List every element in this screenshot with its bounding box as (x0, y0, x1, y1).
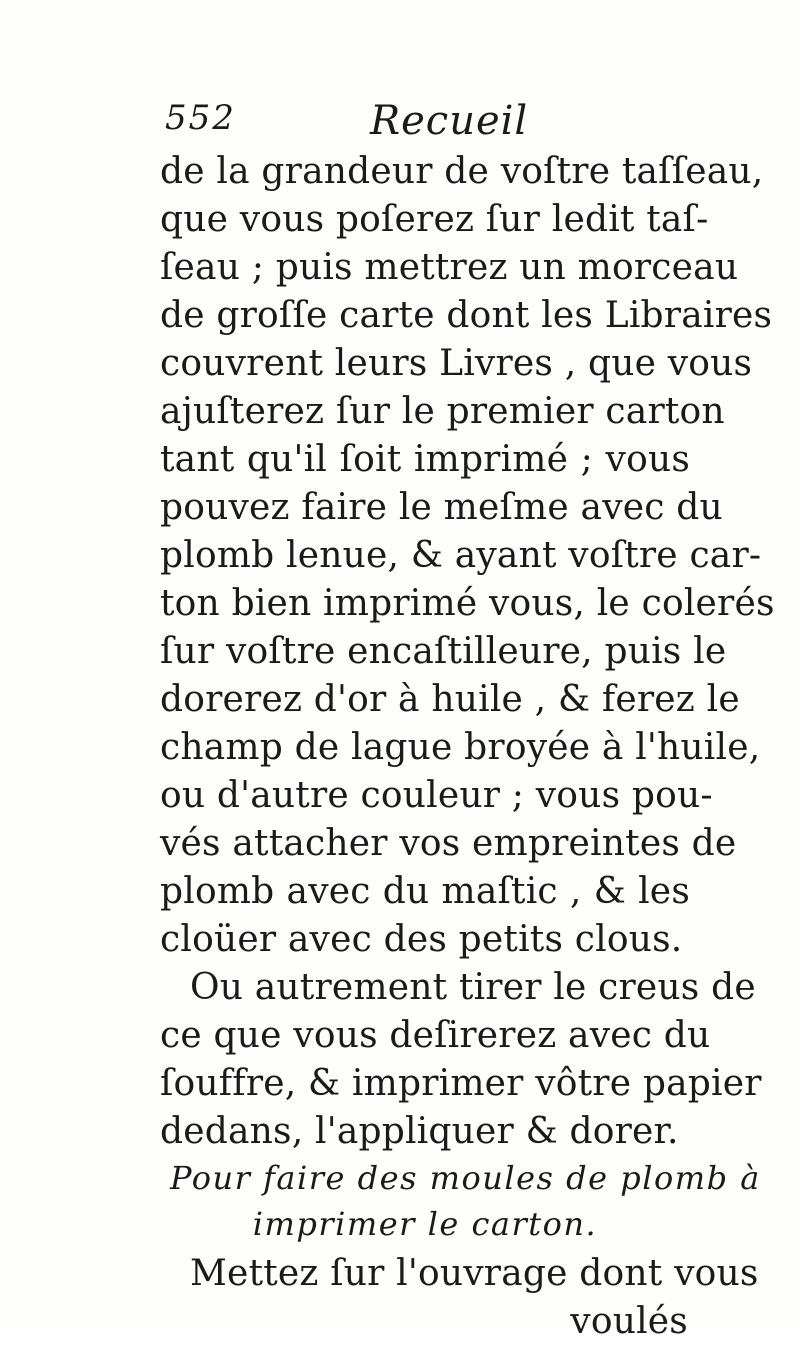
text-line: dedans, l'appliquer & dorer. (160, 1111, 679, 1152)
text-line: champ de lague broyée à l'huile, (160, 727, 761, 768)
text-line: Ou autrement tirer le creus de (190, 967, 756, 1008)
text-line: ſeau ; puis mettrez un morceau (160, 247, 739, 288)
text-line: tant qu'il ſoit imprimé ; vous (160, 439, 690, 480)
text-line: ſur voſtre encaſtilleure, puis le (160, 631, 727, 672)
text-line: cloüer avec des petits clous. (160, 919, 683, 960)
text-line: ſouffre, & imprimer vôtre papier (160, 1063, 762, 1104)
text-line: de la grandeur de voſtre taſſeau, (160, 151, 764, 192)
text-line: ce que vous deſirerez avec du (160, 1015, 711, 1056)
text-line: plomb lenue, & ayant voſtre car- (160, 535, 762, 576)
section-heading: imprimer le carton. (252, 1205, 598, 1243)
text-line: que vous poſerez ſur ledit taſ- (160, 199, 709, 240)
text-line: Mettez ſur l'ouvrage dont vous (190, 1253, 759, 1294)
running-head (165, 98, 685, 154)
text-line: ou d'autre couleur ; vous pou- (160, 775, 713, 816)
text-line: plomb avec du maſtic , & les (160, 871, 690, 912)
section-heading: Pour faire des moules de plomb à (170, 1159, 761, 1197)
catchword: voulés (570, 1301, 688, 1342)
text-line: ton bien imprimé vous, le colerés (160, 583, 775, 624)
text-line: pouvez faire le meſme avec du (160, 487, 723, 528)
text-line: dorerez d'or à huile , & ferez le (160, 679, 740, 720)
body-text (160, 148, 775, 1346)
running-title: Recueil (370, 98, 529, 144)
page-number: 552 (165, 98, 236, 138)
text-line: ajuſterez ſur le premier carton (160, 391, 725, 432)
text-line: couvrent leurs Livres , que vous (160, 343, 753, 384)
text-line: vés attacher vos empreintes de (160, 823, 737, 864)
text-line: de groſſe carte dont les Libraires (160, 295, 773, 336)
